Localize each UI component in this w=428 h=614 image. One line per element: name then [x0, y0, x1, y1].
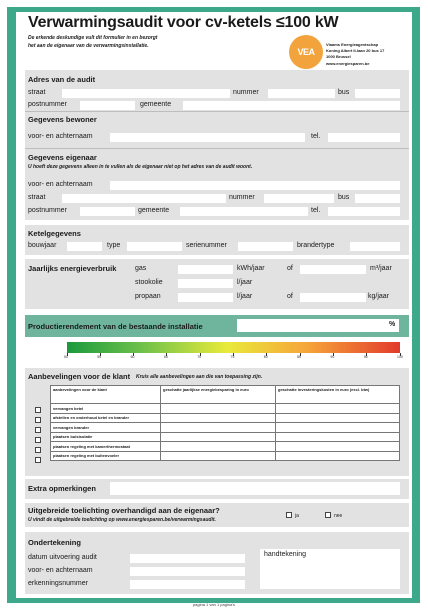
- address-number-field[interactable]: [268, 89, 335, 98]
- recommendation-checkbox[interactable]: [35, 417, 41, 423]
- gas-label: gas: [135, 265, 147, 272]
- col-header-recommendation: aanbevelingen voor de klant: [51, 386, 161, 404]
- page-footer: pagina 1 van 1 pagina's: [192, 602, 236, 607]
- recommendation-label: vervangen ketel: [51, 404, 161, 414]
- burner-type-field[interactable]: [350, 242, 400, 251]
- savings-cell[interactable]: [161, 432, 276, 442]
- recommendations-title: Aanbevelingen voor de klant: [28, 372, 131, 381]
- scale-tick-label: 100: [397, 355, 403, 359]
- org-line: Koning Albert II-laan 20 bus 17: [326, 48, 385, 54]
- brandertype-label: brandertype: [297, 242, 335, 249]
- org-line: www.energiesparen.be: [326, 60, 370, 66]
- table-row: [51, 432, 400, 442]
- investment-cell[interactable]: [276, 423, 400, 433]
- propaan-of-label: of: [287, 293, 293, 300]
- divider: [25, 111, 409, 112]
- gas-of-label: of: [287, 265, 293, 272]
- savings-cell[interactable]: [161, 413, 276, 423]
- auditor-name-label: voor- en achternaam: [28, 567, 93, 574]
- table-row: [51, 413, 400, 423]
- audit-date-field[interactable]: [130, 554, 245, 563]
- recommendation-checkbox[interactable]: [35, 407, 41, 413]
- vea-logo: [289, 35, 323, 69]
- scale-tick-label: 95: [363, 355, 368, 359]
- recommendation-checkbox[interactable]: [35, 447, 41, 453]
- postnummer-label: postnummer: [28, 101, 67, 108]
- owner-phone-field[interactable]: [328, 207, 400, 216]
- efficiency-field[interactable]: [237, 319, 399, 332]
- stookolie-field[interactable]: [178, 279, 233, 288]
- signature-label: handtekening: [264, 551, 307, 558]
- propaan-l-unit: l/jaar: [237, 293, 253, 300]
- serienummer-label: serienummer: [186, 242, 227, 249]
- owner-straat-label: straat: [28, 194, 46, 201]
- accreditation-field[interactable]: [130, 580, 245, 589]
- boiler-type-field[interactable]: [127, 242, 182, 251]
- audit-date-label: datum uitvoering audit: [28, 554, 97, 561]
- boiler-title: Ketelgegevens: [28, 229, 81, 238]
- recommendation-label: vervangen brander: [51, 423, 161, 433]
- nummer-label: nummer: [233, 89, 259, 96]
- recommendation-label: plaatsen regeling met kamerthermostaat: [51, 442, 161, 452]
- form-title: Verwarmingsaudit voor cv-ketels ≤100 kW: [28, 14, 339, 31]
- gemeente-label: gemeente: [140, 101, 172, 108]
- savings-cell[interactable]: [161, 442, 276, 452]
- table-row: [51, 404, 400, 414]
- address-postcode-field[interactable]: [80, 101, 135, 110]
- signature-title: Ondertekening: [28, 538, 81, 547]
- efficiency-scale-bar: [67, 342, 400, 353]
- owner-postnummer-label: postnummer: [28, 207, 67, 214]
- organisation-address: [326, 42, 384, 67]
- resident-title: Gegevens bewoner: [28, 115, 97, 124]
- resident-name-field[interactable]: [110, 133, 305, 142]
- org-line: Vlaams Energieagentschap: [326, 42, 379, 47]
- efficiency-title: Productierendement van de bestaande installatie: [28, 322, 203, 331]
- owner-number-field[interactable]: [264, 194, 334, 203]
- owner-gemeente-label: gemeente: [138, 207, 170, 214]
- gas-kwh-field[interactable]: [178, 265, 233, 274]
- recommendation-checkbox[interactable]: [35, 437, 41, 443]
- intro-line-2: het aan de eigenaar van de verwarmingsinstallatie.: [28, 43, 149, 49]
- intro-text: [28, 34, 268, 50]
- address-bus-field[interactable]: [355, 89, 400, 98]
- boiler-year-field[interactable]: [67, 242, 102, 251]
- accreditation-label: erkenningsnummer: [28, 580, 88, 587]
- org-line: 1000 Brussel: [326, 54, 351, 60]
- savings-cell[interactable]: [161, 404, 276, 414]
- investment-cell[interactable]: [276, 404, 400, 414]
- divider: [25, 148, 409, 149]
- owner-tel-label: tel.: [311, 207, 321, 214]
- remarks-title: Extra opmerkingen: [28, 484, 96, 493]
- scale-tick-label: 85: [297, 355, 301, 359]
- bus-label: bus: [338, 89, 350, 96]
- recommendation-checkbox[interactable]: [35, 457, 41, 463]
- owner-name-label: voor- en achternaam: [28, 181, 93, 188]
- handover-no-label: nee: [334, 513, 343, 519]
- straat-label: straat: [28, 89, 46, 96]
- investment-cell[interactable]: [276, 451, 400, 461]
- table-row: [51, 451, 400, 461]
- savings-cell[interactable]: [161, 423, 276, 433]
- scale-tick-label: 65: [163, 355, 168, 359]
- scale-tick-label: 55: [97, 355, 102, 359]
- gas-m3-unit: m³/jaar: [370, 265, 392, 272]
- scale-tick-label: 90: [330, 355, 335, 359]
- owner-note: U hoeft deze gegevens alleen in te vullen als de eigenaar niet op het adres van de audit woont.: [28, 164, 253, 170]
- recommendation-checkbox[interactable]: [35, 427, 41, 433]
- percent-sign: %: [389, 321, 396, 328]
- recommendations-subtitle: Kruis alle aanbevelingen aan die van toepassing zijn.: [136, 374, 263, 380]
- col-header-investment: geschatte investeringskosten in euro (excl. btw): [276, 386, 400, 404]
- boiler-serial-field[interactable]: [238, 242, 293, 251]
- gas-kwh-unit: kWh/jaar: [237, 265, 265, 272]
- handover-yes-checkbox[interactable]: [286, 512, 292, 518]
- auditor-name-field[interactable]: [130, 567, 245, 576]
- consumption-title: Jaarlijks energieverbruik: [28, 264, 117, 273]
- logo-text: VEA: [297, 47, 315, 57]
- propaan-kg-field[interactable]: [300, 293, 366, 302]
- address-title: Adres van de audit: [28, 75, 96, 84]
- recommendation-label: plaatsen buisisolatie: [51, 432, 161, 442]
- owner-bus-field[interactable]: [355, 194, 400, 203]
- owner-name-field[interactable]: [110, 181, 400, 190]
- owner-street-field[interactable]: [62, 194, 226, 203]
- scale-tick-label: 60: [130, 355, 135, 359]
- bouwjaar-label: bouwjaar: [28, 242, 57, 249]
- investment-cell[interactable]: [276, 413, 400, 423]
- investment-cell[interactable]: [276, 432, 400, 442]
- owner-nummer-label: nummer: [229, 194, 255, 201]
- propaan-l-field[interactable]: [178, 293, 233, 302]
- scale-tick-label: 75: [230, 355, 235, 359]
- stookolie-unit: l/jaar: [237, 279, 253, 286]
- table-row: [51, 423, 400, 433]
- investment-cell[interactable]: [276, 442, 400, 452]
- stookolie-label: stookolie: [135, 279, 163, 286]
- resident-name-label: voor- en achternaam: [28, 133, 93, 140]
- resident-tel-label: tel.: [311, 133, 321, 140]
- recommendation-label: afstellen en onderhoud ketel en brander: [51, 413, 161, 423]
- savings-cell[interactable]: [161, 451, 276, 461]
- type-label: type: [107, 242, 121, 249]
- address-street-field[interactable]: [62, 89, 230, 98]
- handover-title: Uitgebreide toelichting overhandigd aan de eigenaar?: [28, 506, 220, 515]
- propaan-kg-unit: kg/jaar: [368, 293, 390, 300]
- handover-note: U vindt de uitgebreide toelichting op www.energiesparen.be/verwarmingsaudit.: [28, 517, 216, 523]
- table-row: [51, 442, 400, 452]
- owner-postcode-field[interactable]: [80, 207, 135, 216]
- scale-tick-label: 50: [64, 355, 68, 359]
- owner-municipality-field[interactable]: [180, 207, 308, 216]
- gas-m3-field[interactable]: [300, 265, 366, 274]
- propaan-label: propaan: [135, 293, 161, 300]
- scale-tick-label: 70: [197, 355, 202, 359]
- handover-yes-label: ja: [295, 513, 299, 519]
- col-header-savings: geschatte jaarlijkse energiebesparing in euro: [161, 386, 276, 404]
- owner-bus-label: bus: [338, 194, 350, 201]
- address-municipality-field[interactable]: [183, 101, 400, 110]
- owner-title: Gegevens eigenaar: [28, 153, 97, 162]
- remarks-field[interactable]: [110, 482, 400, 495]
- resident-phone-field[interactable]: [328, 133, 400, 142]
- scale-tick-label: 80: [263, 355, 268, 359]
- recommendation-label: plaatsen regeling met buitenvoeler: [51, 451, 161, 461]
- recommendations-table: [50, 385, 400, 461]
- handover-no-checkbox[interactable]: [325, 512, 331, 518]
- intro-line-1: De erkende deskundige vult dit formulier in en bezorgt: [28, 35, 158, 41]
